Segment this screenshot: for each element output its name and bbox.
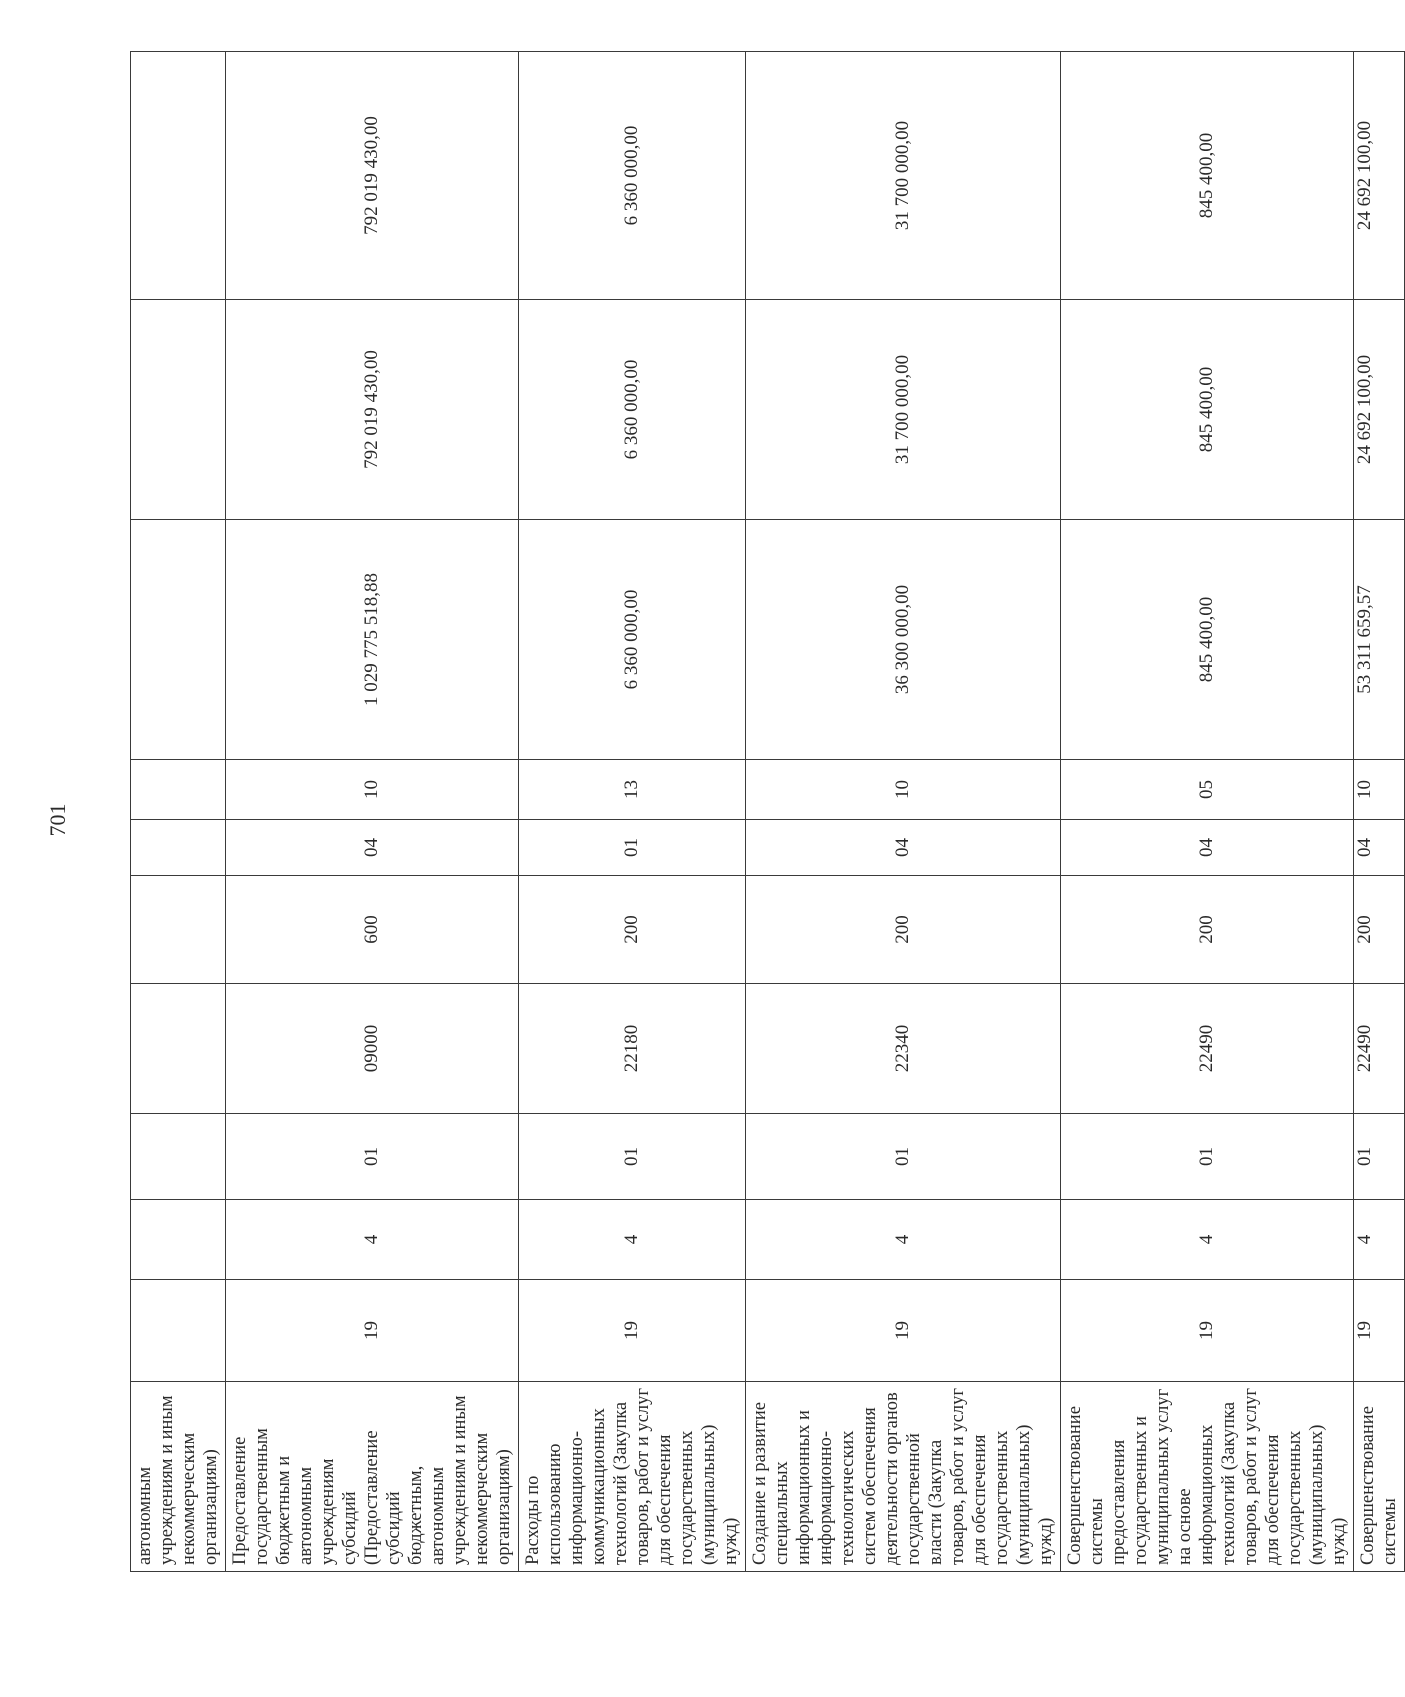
code-col-5: 200 [1354, 876, 1405, 984]
page-number: 701 [45, 803, 70, 837]
code-col-4: 22180 [519, 984, 746, 1114]
table-row [519, 52, 746, 1572]
code-col-1: 19 [519, 1280, 746, 1382]
code-col-3: 01 [1061, 1114, 1354, 1200]
code-col-3: 01 [746, 1114, 1061, 1200]
code-col-7: 10 [1354, 760, 1405, 820]
code-col-2: 4 [1354, 1200, 1405, 1280]
code-col-6: 04 [746, 820, 1061, 876]
budget-table [130, 51, 1405, 1572]
code-col-4: 22490 [1354, 984, 1405, 1114]
table-row [1061, 52, 1354, 1572]
amount-3: 24 692 100,00 [1354, 52, 1405, 300]
code-col-7 [131, 760, 226, 820]
budget-table-wrapper [130, 52, 1400, 1572]
amount-3: 31 700 000,00 [746, 52, 1061, 300]
row-description: Предоставление государственным бюджетным и автономным учреждениям субсидий (Предоставление субсидий бюджетным, автономным учреждениям и иным некоммерческим организациям) [226, 1382, 519, 1572]
amount-2: 31 700 000,00 [746, 300, 1061, 520]
code-col-6: 04 [1354, 820, 1405, 876]
code-col-5: 200 [746, 876, 1061, 984]
code-col-1: 19 [1061, 1280, 1354, 1382]
code-col-5: 200 [519, 876, 746, 984]
code-col-4: 22490 [1061, 984, 1354, 1114]
code-col-2: 4 [1061, 1200, 1354, 1280]
code-col-1 [131, 1280, 226, 1382]
code-col-7: 05 [1061, 760, 1354, 820]
code-col-6: 04 [1061, 820, 1354, 876]
code-col-6: 04 [226, 820, 519, 876]
code-col-7: 10 [746, 760, 1061, 820]
amount-1: 36 300 000,00 [746, 520, 1061, 760]
amount-2: 6 360 000,00 [519, 300, 746, 520]
code-col-6 [131, 820, 226, 876]
code-col-3: 01 [519, 1114, 746, 1200]
row-description: Расходы по использованию информационно-коммуникационных технологий (Закупка товаров, работ и услуг для обеспечения государственных (муниципальных) нужд) [519, 1382, 746, 1572]
row-description: автономным учреждениям и иным некоммерческим организациям) [131, 1382, 226, 1572]
table-row [226, 52, 519, 1572]
code-col-4: 09000 [226, 984, 519, 1114]
row-description: Создание и развитие специальных информационных и информационно-технологических систем обеспечения деятельности органов государственной власти (Закупка товаров, работ и услуг для обеспечения государственных (муниципальных) нужд) [746, 1382, 1061, 1572]
code-col-3: 01 [226, 1114, 519, 1200]
amount-2: 792 019 430,00 [226, 300, 519, 520]
amount-1: 6 360 000,00 [519, 520, 746, 760]
code-col-3: 01 [1354, 1114, 1405, 1200]
table-row [131, 52, 226, 1572]
code-col-2: 4 [519, 1200, 746, 1280]
code-col-1: 19 [1354, 1280, 1405, 1382]
code-col-4: 22340 [746, 984, 1061, 1114]
code-col-6: 01 [519, 820, 746, 876]
amount-1: 1 029 775 518,88 [226, 520, 519, 760]
code-col-2: 4 [746, 1200, 1061, 1280]
table-row [746, 52, 1061, 1572]
code-col-1: 19 [746, 1280, 1061, 1382]
code-col-4 [131, 984, 226, 1114]
amount-3: 845 400,00 [1061, 52, 1354, 300]
row-description: Совершенствование системы предоставления государственных и муниципальных услуг на основе информационных технологий (Закупка товаров, работ и услуг для обеспечения государственных (муниципальных) нужд) [1061, 1382, 1354, 1572]
code-col-1: 19 [226, 1280, 519, 1382]
amount-2: 845 400,00 [1061, 300, 1354, 520]
row-description: Совершенствование системы [1354, 1382, 1405, 1572]
amount-1: 53 311 659,57 [1354, 520, 1405, 760]
code-col-2: 4 [226, 1200, 519, 1280]
amount-3: 6 360 000,00 [519, 52, 746, 300]
amount-1: 845 400,00 [1061, 520, 1354, 760]
code-col-5: 200 [1061, 876, 1354, 984]
code-col-2 [131, 1200, 226, 1280]
amount-3: 792 019 430,00 [226, 52, 519, 300]
amount-3 [131, 52, 226, 300]
code-col-3 [131, 1114, 226, 1200]
code-col-5 [131, 876, 226, 984]
table-row [1354, 52, 1405, 1572]
amount-2 [131, 300, 226, 520]
code-col-7: 10 [226, 760, 519, 820]
code-col-5: 600 [226, 876, 519, 984]
code-col-7: 13 [519, 760, 746, 820]
amount-2: 24 692 100,00 [1354, 300, 1405, 520]
amount-1 [131, 520, 226, 760]
